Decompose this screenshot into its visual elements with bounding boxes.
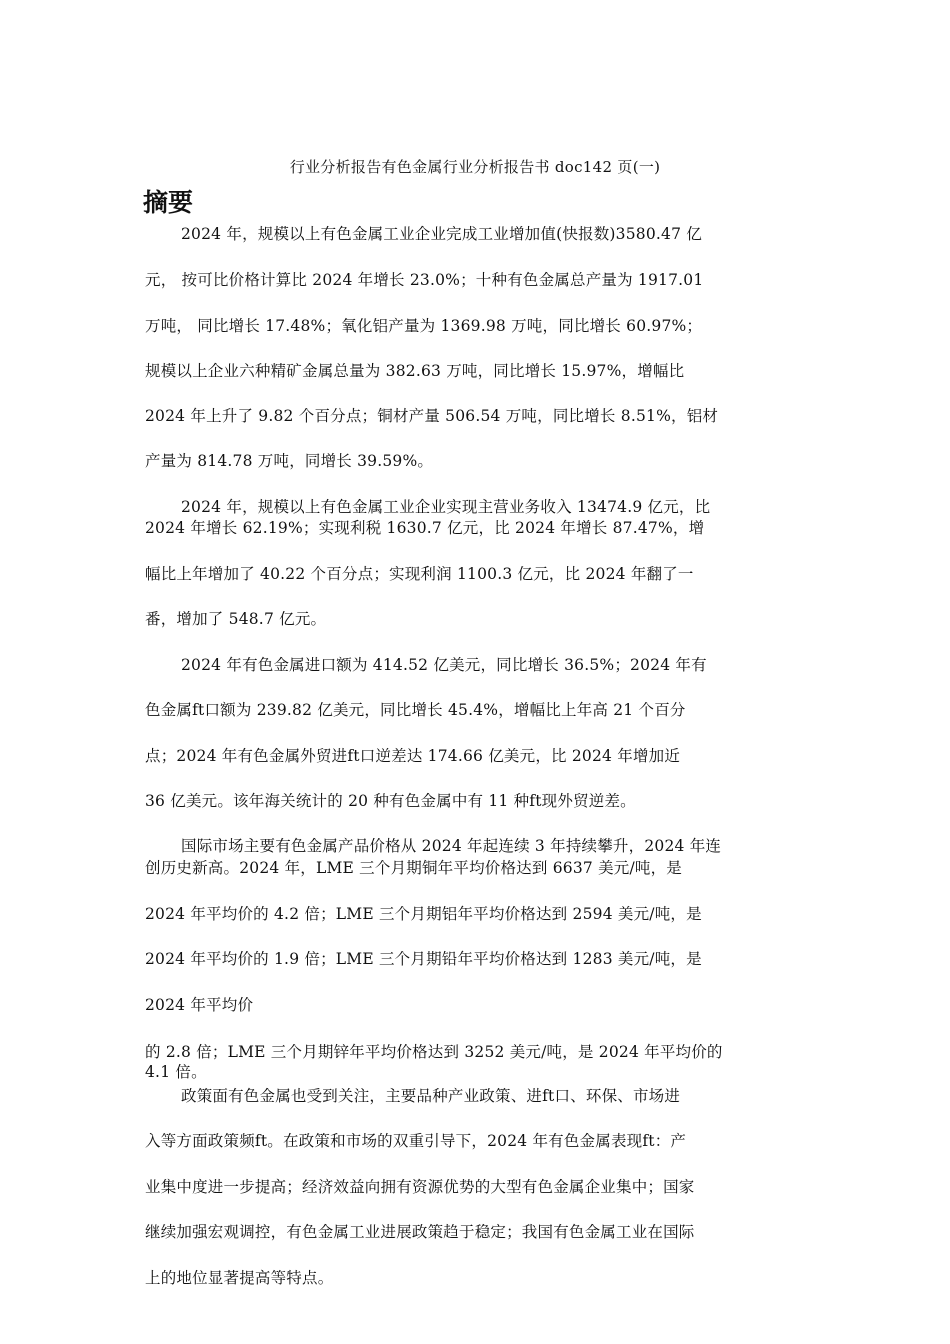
text-line: 政策面有色金属也受到关注，主要品种产业政策、进ft口、环保、市场进 [181,1087,681,1105]
text-line: 上的地位显著提高等特点。 [145,1269,334,1287]
text-line: 元， 按可比价格计算比 2024 年增长 23.0%；十种有色金属总产量为 1917.01 [145,271,704,289]
text-line: 幅比上年增加了 40.22 个百分点；实现利润 1100.3 亿元，比 2024 年翻了一 [145,565,694,583]
text-line: 2024 年平均价的 4.2 倍；LME 三个月期铝年平均价格达到 2594 美元/吨，是 [145,905,702,923]
text-line: 2024 年有色金属进口额为 414.52 亿美元，同比增长 36.5%；2024 年有 [181,656,707,674]
text-line: 2024 年平均价的 1.9 倍；LME 三个月期铅年平均价格达到 1283 美元/吨，是 [145,950,702,968]
text-line: 2024 年增长 62.19%；实现利税 1630.7 亿元，比 2024 年增长 87.47%，增 [145,519,705,537]
text-line: 2024 年上升了 9.82 个百分点；铜材产量 506.54 万吨，同比增长 8.51%，铝材 [145,407,719,425]
text-line: 色金属ft口额为 239.82 亿美元，同比增长 45.4%，增幅比上年高 21 个百分 [145,701,686,719]
text-line: 入等方面政策频ft。在政策和市场的双重引导下，2024 年有色金属表现ft：产 [145,1132,687,1150]
text-line: 国际市场主要有色金属产品价格从 2024 年起连续 3 年持续攀升，2024 年连 [181,837,722,855]
text-line: 规模以上企业六种精矿金属总量为 382.63 万吨，同比增长 15.97%，增幅比 [145,362,685,380]
text-line: 的 2.8 倍；LME 三个月期锌年平均价格达到 3252 美元/吨，是 2024 年平均价的 [145,1043,723,1061]
text-line: 2024 年平均价 [145,996,254,1014]
section-heading: 摘要 [143,188,194,217]
document-title: 行业分析报告有色金属行业分析报告书 doc142 页(一) [289,158,661,176]
text-line: 继续加强宏观调控，有色金属工业进展政策趋于稳定；我国有色金属工业在国际 [145,1223,695,1241]
text-line: 4.1 倍。 [145,1063,207,1081]
text-line: 创历史新高。2024 年，LME 三个月期铜年平均价格达到 6637 美元/吨，是 [145,859,683,877]
text-line: 2024 年，规模以上有色金属工业企业实现主营业务收入 13474.9 亿元，比 [181,498,711,516]
text-line: 点；2024 年有色金属外贸进ft口逆差达 174.66 亿美元，比 2024 年增加近 [145,747,681,765]
text-line: 2024 年，规模以上有色金属工业企业完成工业增加值(快报数)3580.47 亿 [181,225,702,243]
text-line: 36 亿美元。该年海关统计的 20 种有色金属中有 11 种ft现外贸逆差。 [145,792,636,810]
text-line: 产量为 814.78 万吨，同增长 39.59%。 [145,452,434,470]
text-line: 番，增加了 548.7 亿元。 [145,610,327,628]
text-line: 万吨， 同比增长 17.48%；氧化铝产量为 1369.98 万吨，同比增长 60.97%； [145,317,703,335]
text-line: 业集中度进一步提高；经济效益向拥有资源优势的大型有色金属企业集中；国家 [145,1178,695,1196]
